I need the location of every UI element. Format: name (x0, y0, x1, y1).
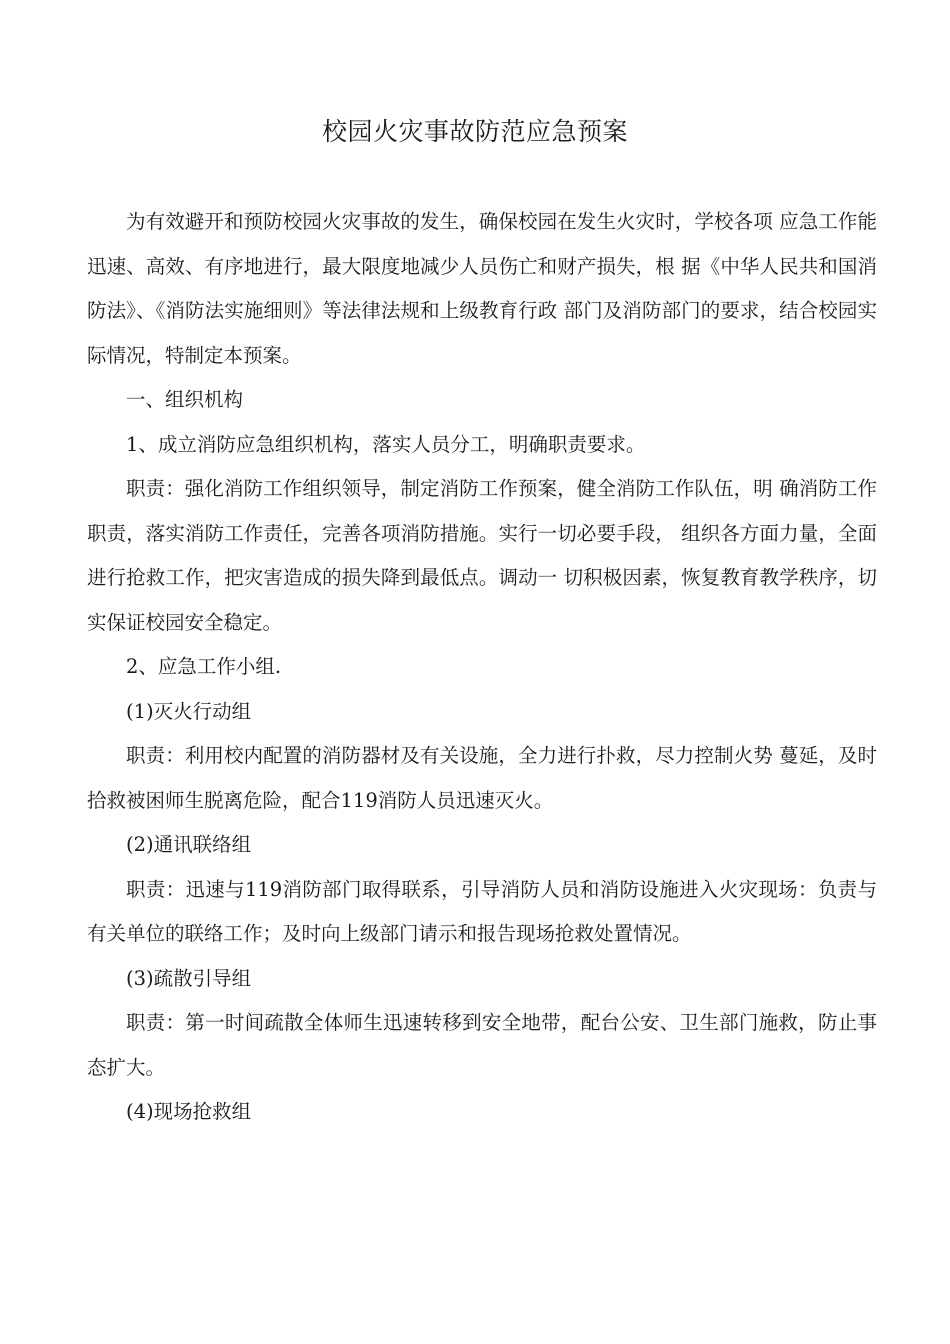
duties-communication-group: 职责：迅速与119消防部门取得联系，引导消防人员和消防设施进入火灾现场：负责与有关单位的联络工作；及时向上级部门请示和报告现场抢救处置情况。 (87, 877, 877, 945)
item-emergency-groups: 2、应急工作小组. (126, 655, 282, 678)
subheading-evacuation-group: (3)疏散引导组 (126, 966, 252, 990)
duties-firefighting-group: 职责：利用校内配置的消防器材及有关设施，全力进行扑救，尽力控制火势 蔓延，及时拾救被困师生脱离危险，配合119消防人员迅速灭火。 (87, 744, 877, 812)
subheading-firefighting-group: (1)灭火行动组 (126, 699, 252, 723)
document-title: 校园火灾事故防范应急预案 (321, 117, 628, 146)
intro-paragraph: 为有效避开和预防校园火灾事故的发生，确保校园在发生火灾时，学校各项 应急工作能迅速、高效、有序地进行，最大限度地减少人员伤亡和财产损失，根 据《中华人民共和国消防法》、《消防法实施细则》等法律法规和上级教育行政 部门及消防部门的要求，结合校园实际情况，特制定本预案。 (87, 210, 877, 367)
subheading-communication-group: (2)通讯联络组 (126, 833, 252, 856)
subheading-rescue-group: (4)现场抢救组 (126, 1100, 252, 1123)
document-body (87, 200, 877, 1135)
section-heading-organization: 一、组织机构 (126, 388, 244, 411)
item-establish-organization: 1、成立消防应急组织机构，落实人员分工，明确职责要求。 (126, 432, 646, 456)
duties-paragraph-organization: 职责：强化消防工作组织领导，制定消防工作预案，健全消防工作队伍，明 确消防工作职责，落实消防工作责任，完善各项消防措施。实行一切必要手段， 组织各方面力量，全面进行抢救工作，把灾害造成的损失降到最低点。调动一 切积极因素，恢复教育教学秩序，切实保证校园安全稳定。 (87, 477, 877, 634)
duties-evacuation-group: 职责：第一时间疏散全体师生迅速转移到安全地带，配台公安、卫生部门施救，防止事态扩大。 (87, 1011, 877, 1079)
